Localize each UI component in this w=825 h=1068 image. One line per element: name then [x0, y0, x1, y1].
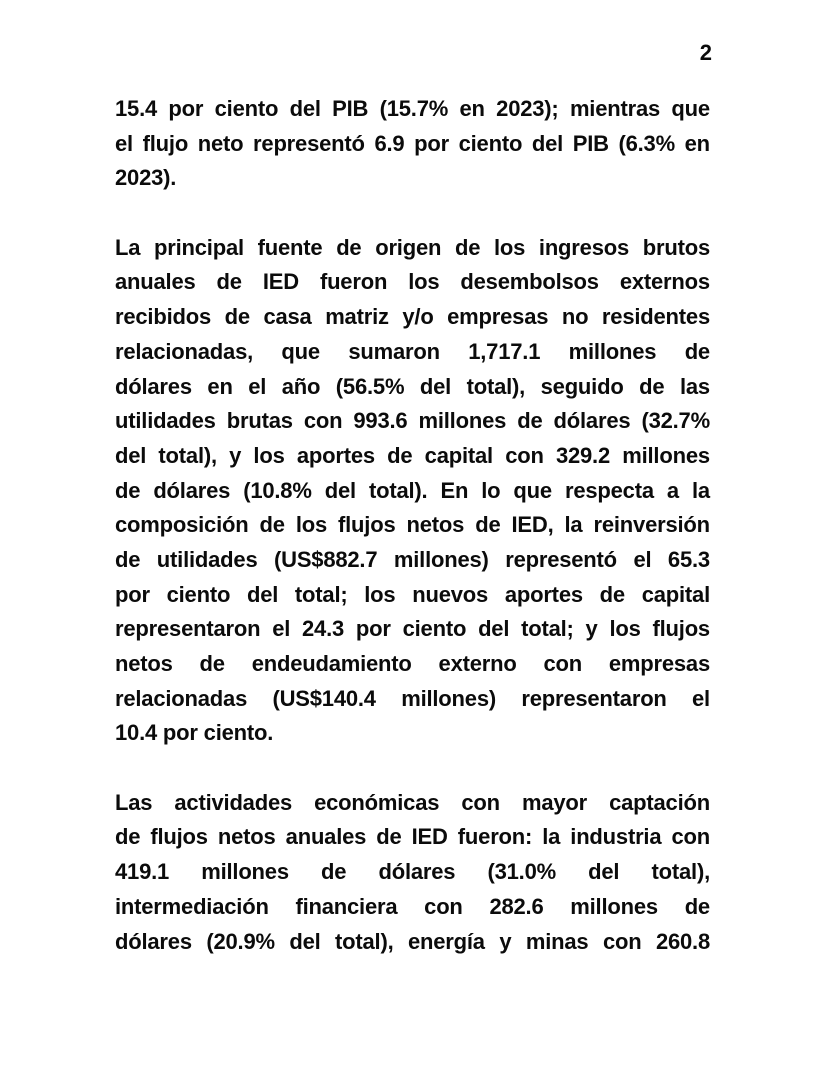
text-line: del total), y los aportes de capital con 329.2 millones: [115, 442, 710, 468]
text-line: relacionadas, que sumaron 1,717.1 millones de: [115, 338, 710, 364]
text-line: dólares (20.9% del total), energía y minas con 260.8: [115, 928, 710, 954]
text-line: utilidades brutas con 993.6 millones de dólares (32.7%: [115, 408, 710, 434]
text-line: intermediación financiera con 282.6 millones de: [115, 893, 710, 919]
paragraph-2: [115, 231, 710, 751]
text-line: por ciento del total; los nuevos aportes de capital: [115, 581, 710, 607]
text-line: La principal fuente de origen de los ingresos brutos: [115, 234, 710, 260]
text-line: anuales de IED fueron los desembolsos externos: [115, 269, 710, 295]
text-line: composición de los flujos netos de IED, la reinversión: [115, 512, 710, 538]
text-line: 2023).: [115, 165, 177, 191]
text-line: relacionadas (US$140.4 millones) representaron el: [115, 685, 710, 711]
paragraph-1: [115, 92, 710, 196]
text-line: recibidos de casa matriz y/o empresas no residentes: [115, 304, 710, 330]
paragraph-3: [115, 786, 710, 959]
text-line: 419.1 millones de dólares (31.0% del total),: [115, 859, 710, 885]
text-line: 10.4 por ciento.: [115, 720, 274, 746]
text-line: representaron el 24.3 por ciento del total; y los flujos: [115, 616, 710, 642]
text-line: dólares en el año (56.5% del total), seguido de las: [115, 373, 710, 399]
text-line: el flujo neto representó 6.9 por ciento del PIB (6.3% en: [115, 130, 710, 156]
text-line: de dólares (10.8% del total). En lo que respecta a la: [115, 477, 710, 503]
text-line: Las actividades económicas con mayor captación: [115, 789, 710, 815]
text-line: 15.4 por ciento del PIB (15.7% en 2023); mientras que: [115, 96, 710, 121]
page-number: 2: [699, 40, 712, 65]
text-line: de utilidades (US$882.7 millones) representó el 65.3: [115, 546, 710, 572]
text-line: netos de endeudamiento externo con empresas: [115, 651, 710, 676]
text-line: de flujos netos anuales de IED fueron: la industria con: [115, 824, 710, 850]
page-body: [115, 92, 710, 994]
